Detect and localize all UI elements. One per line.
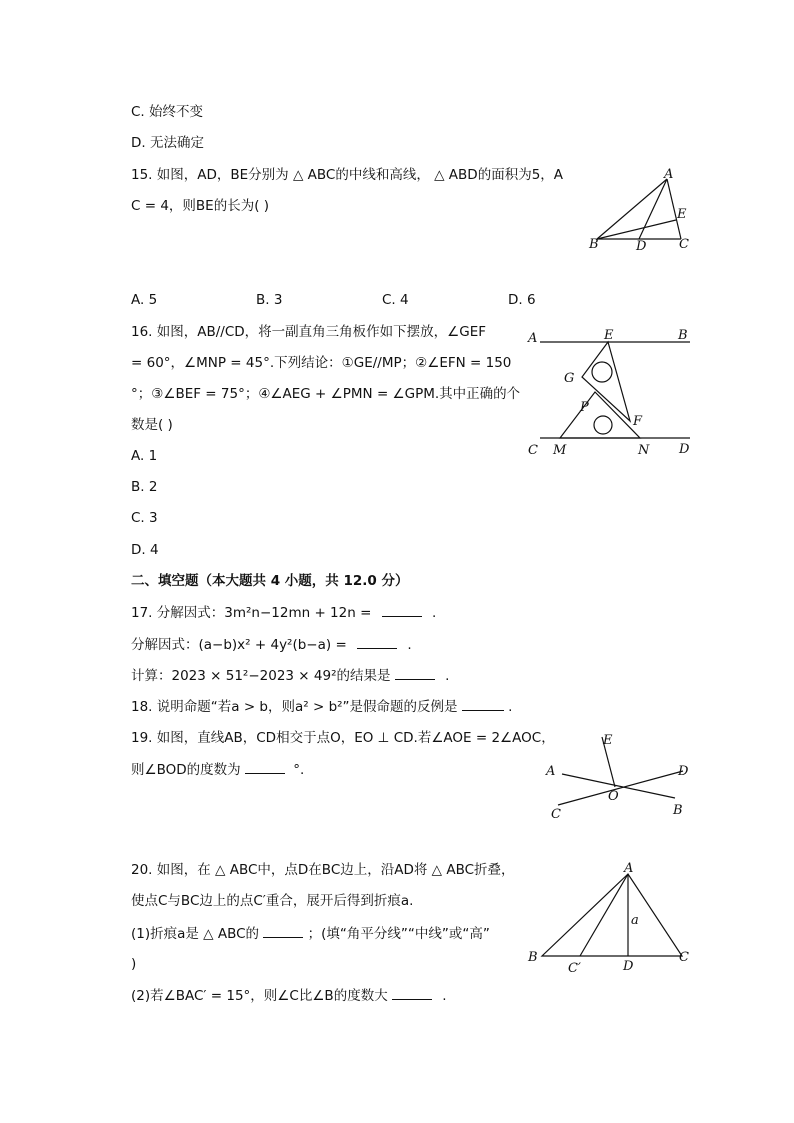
q19-label-b: B [673, 803, 683, 818]
q19-stem-line1: 19. 如图，直线AB，CD相交于点O，EO ⊥ CD.若∠AOE = 2∠AOC， [131, 730, 555, 746]
q16-option-b: B. 2 [131, 479, 158, 495]
q20-label-c: C [679, 950, 689, 965]
q15-stem-line1: 15. 如图，AD，BE分别为 △ ABC的中线和高线， △ ABD的面积为5，A [131, 167, 564, 183]
q16-option-d: D. 4 [131, 542, 159, 558]
q19-line2-text: 则∠BOD的度数为 [131, 762, 241, 778]
q16-label-b: B [678, 328, 688, 343]
q16-stem-line3: °；③∠BEF = 75°；④∠AEG + ∠PMN = ∠GPM.其中正确的个 [131, 386, 521, 402]
q16-label-m: M [553, 443, 567, 458]
q19-label-a: A [546, 764, 556, 779]
q20-line3-post: ；(填“角平分线”“中线”或“高” [307, 926, 490, 942]
q17-line2-end: . [407, 637, 412, 653]
q17-line3-text: 计算：2023 × 51²−2023 × 49²的结果是 [131, 668, 391, 684]
q16-circle-upper [592, 362, 612, 382]
q19-intersecting-lines-figure [540, 728, 700, 823]
q17-answer-blank-2[interactable] [357, 634, 397, 649]
q18-end: . [508, 699, 513, 715]
q20-line5-end: . [442, 988, 447, 1004]
q20-label-c-prime: C′ [568, 961, 581, 976]
q20-label-crease-a: a [631, 913, 639, 928]
q16-triangles-figure [520, 322, 695, 462]
q20-triangle-abc [542, 874, 682, 956]
q15-option-b: B. 3 [256, 292, 283, 308]
q20-line4: ) [131, 956, 137, 972]
q20-line5-text: (2)若∠BAC′ = 15°，则∠C比∠B的度数大 [131, 988, 388, 1004]
q20-label-b: B [528, 950, 538, 965]
q16-label-e: E [604, 328, 614, 343]
q14-option-c: C. 始终不变 [131, 104, 204, 120]
q16-stem-line4: 数是( ) [131, 417, 173, 433]
q17-line2 [131, 634, 412, 655]
q14-option-d: D. 无法确定 [131, 135, 204, 151]
q15-label-b: B [589, 237, 599, 252]
q19-label-d: D [678, 764, 689, 779]
q16-stem-line2: = 60°，∠MNP = 45°.下列结论：①GE//MP；②∠EFN = 150 [131, 355, 512, 371]
q19-answer-blank[interactable] [245, 759, 285, 774]
section-heading-fill-in: 二、填空题（本大题共 4 小题，共 12.0 分） [131, 573, 409, 589]
q20-stem-line1: 20. 如图，在 △ ABC中，点D在BC边上，沿AD将 △ ABC折叠， [131, 862, 515, 878]
q15-triangle-figure [585, 165, 695, 257]
q18-line1 [131, 696, 512, 717]
q16-label-a: A [528, 331, 538, 346]
q19-line2 [131, 759, 304, 780]
q20-folding-triangle-figure [522, 860, 694, 978]
q15-label-d: D [636, 239, 647, 254]
q20-line-ac-prime [580, 874, 628, 956]
q17-line1-text: 17. 分解因式：3m²n−12mn + 12n = [131, 605, 372, 621]
q15-label-c: C [679, 237, 689, 252]
q18-answer-blank[interactable] [462, 696, 504, 711]
q16-label-c: C [528, 443, 538, 458]
q19-label-o: O [608, 789, 619, 804]
q16-label-p: P [580, 400, 589, 415]
q16-label-f: F [633, 414, 643, 429]
q17-answer-blank-3[interactable] [395, 665, 435, 680]
q19-label-e: E [603, 733, 613, 748]
q17-line2-text: 分解因式：(a−b)x² + 4y²(b−a) = [131, 637, 347, 653]
q20-answer-blank-2[interactable] [392, 985, 432, 1000]
q17-line3 [131, 665, 449, 686]
q16-label-d: D [679, 442, 690, 457]
q19-label-c: C [551, 807, 561, 822]
q20-line3-text: (1)折痕a是 △ ABC的 [131, 926, 260, 942]
q15-option-a: A. 5 [131, 292, 158, 308]
q15-stem-line2: C = 4，则BE的长为( ) [131, 198, 270, 214]
q17-line1 [131, 602, 436, 623]
q15-option-d: D. 6 [508, 292, 536, 308]
q17-line3-end: . [445, 668, 450, 684]
q20-stem-line2: 使点C与BC边上的点C′重合，展开后得到折痕a. [131, 893, 414, 909]
q20-answer-blank-1[interactable] [263, 923, 303, 938]
q19-line2-end: °. [293, 762, 305, 778]
q20-label-d: D [623, 959, 634, 974]
q17-line1-end: . [432, 605, 437, 621]
q16-stem-line1: 16. 如图，AB//CD，将一副直角三角板作如下摆放，∠GEF [131, 324, 487, 340]
q15-median-ad [639, 179, 667, 239]
q19-line-cd [558, 771, 683, 805]
q20-line5 [131, 985, 447, 1006]
q17-answer-blank-1[interactable] [382, 602, 422, 617]
q18-text: 18. 说明命题“若a > b，则a² > b²”是假命题的反例是 [131, 699, 458, 715]
q20-label-a: A [624, 861, 634, 876]
q15-option-c: C. 4 [382, 292, 409, 308]
q16-circle-lower [594, 416, 612, 434]
q16-label-g: G [564, 371, 575, 386]
q15-label-e: E [677, 207, 687, 222]
q15-label-a: A [664, 167, 674, 182]
q16-option-a: A. 1 [131, 448, 158, 464]
q16-option-c: C. 3 [131, 510, 158, 526]
q20-line3 [131, 923, 490, 944]
q16-label-n: N [638, 443, 650, 458]
